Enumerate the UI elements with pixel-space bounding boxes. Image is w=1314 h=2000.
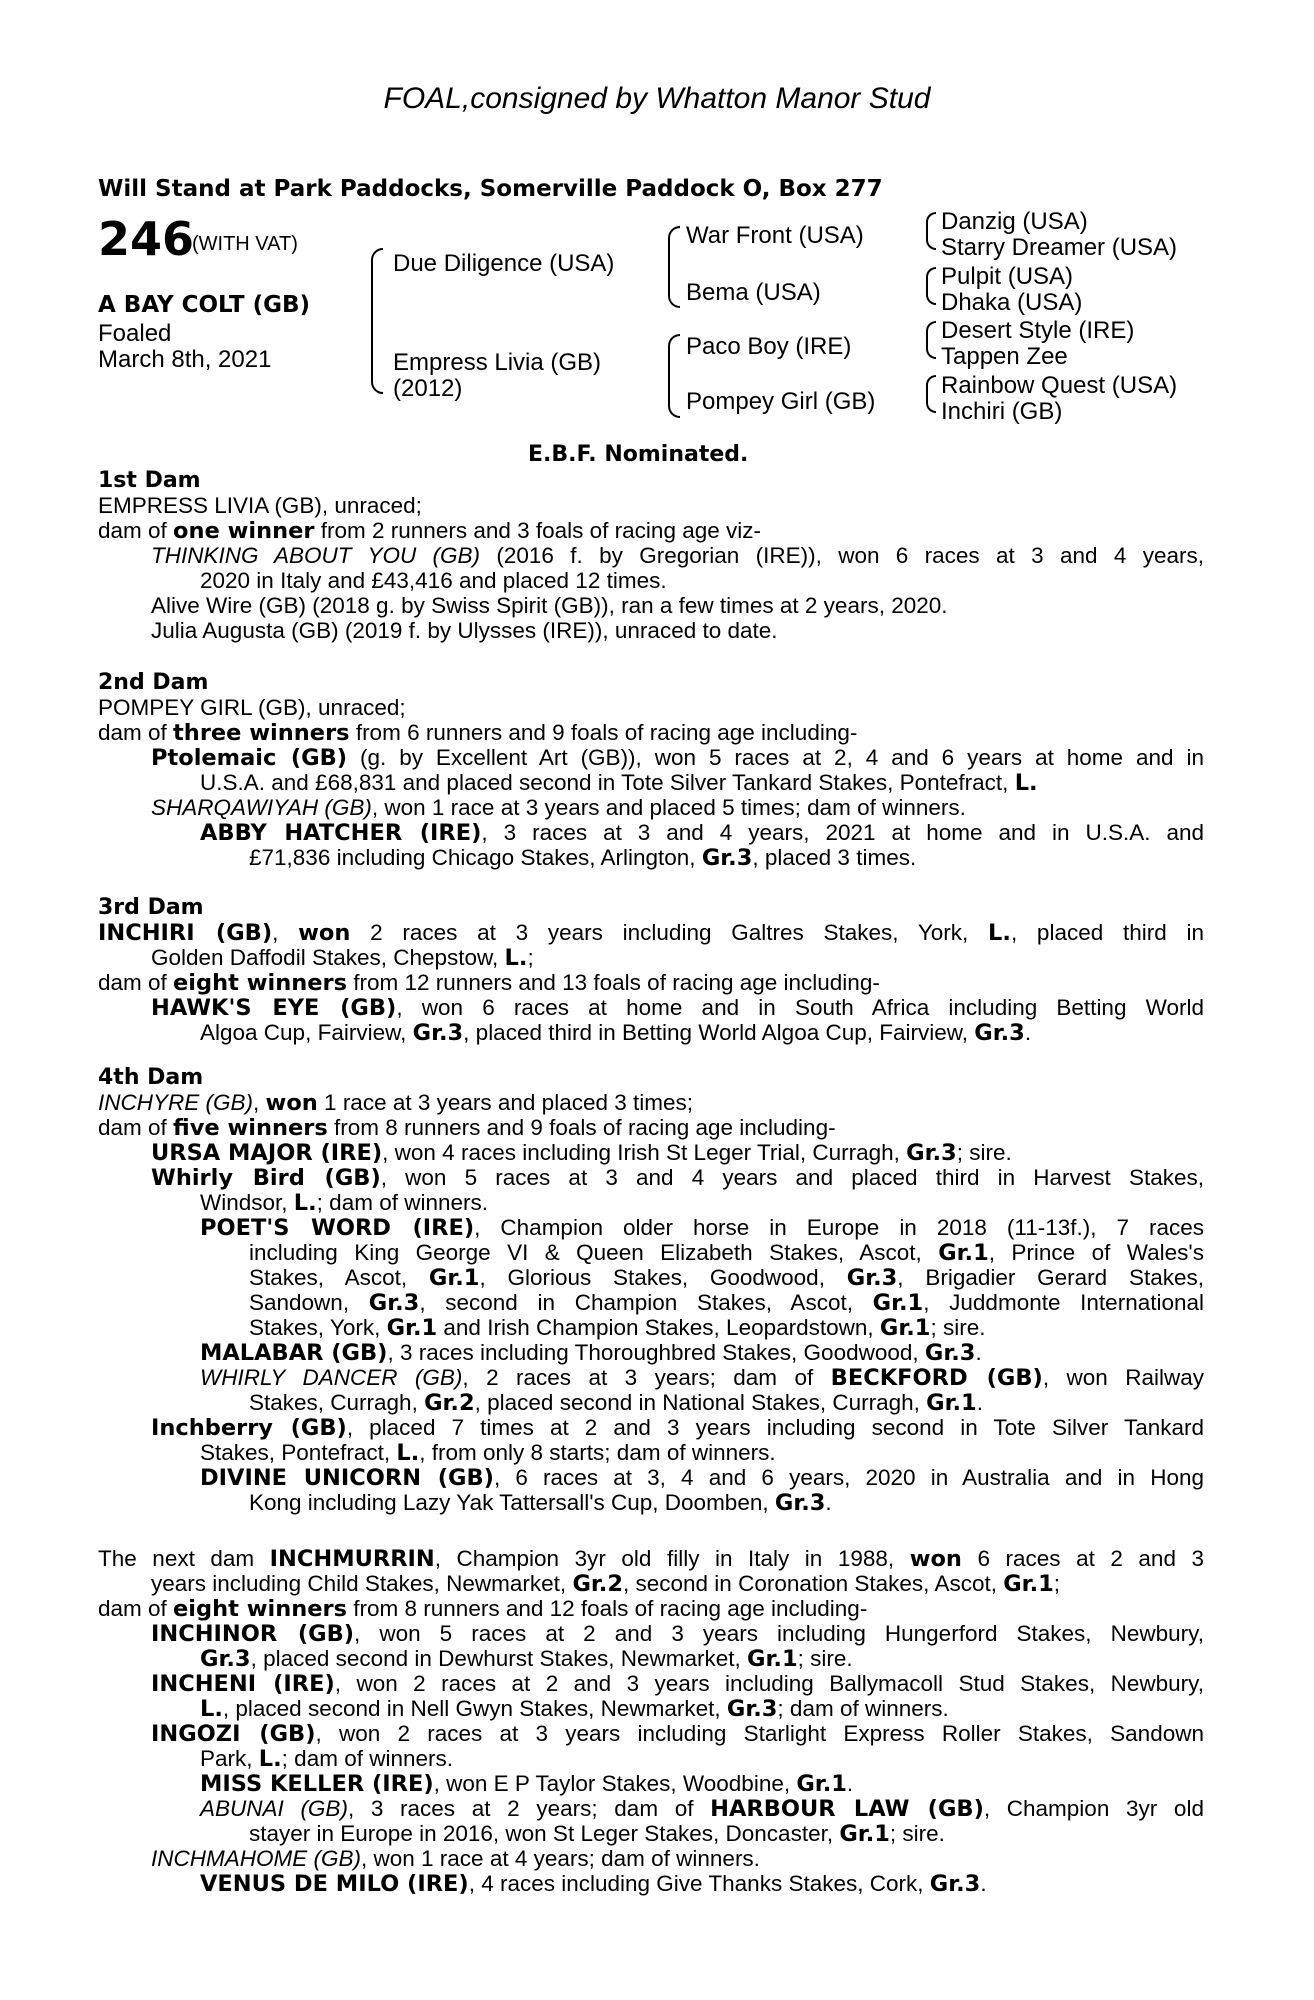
page-title: FOAL,consigned by Whatton Manor Stud <box>383 82 931 115</box>
dam1-foal-2: Alive Wire (GB) (2018 g. by Swiss Spirit (GB)), ran a few times at 2 years, 2020. <box>151 593 948 618</box>
dam2-produce-line: dam of three winners from 6 runners and 9 foals of racing age including- <box>98 720 858 746</box>
dam4-grandfoal-4-cont: Kong including Lazy Yak Tattersall's Cup, Doomben, Gr.3. <box>249 1490 832 1516</box>
next-foal-3: INGOZI (GB), won 2 races at 3 years including Starlight Express Roller Stakes, Sandown <box>151 1721 1204 1747</box>
pedigree-bracket-dam <box>668 334 680 418</box>
next-dam-line: The next dam INCHMURRIN, Champion 3yr old filly in Italy in 1988, won 6 races at 2 and 3 <box>98 1546 1204 1572</box>
dam1-foal-1: THINKING ABOUT YOU (GB) (2016 f. by Gregorian (IRE)), won 6 races at 3 and 4 years, <box>151 543 1204 568</box>
dam2-heading: 2nd Dam <box>98 670 209 695</box>
foaled-date: March 8th, 2021 <box>98 346 272 373</box>
next-foal-1-cont: Gr.3, placed second in Dewhurst Stakes, Newmarket, Gr.1; sire. <box>200 1646 853 1672</box>
dam4-line: INCHYRE (GB), won 1 race at 3 years and placed 3 times; <box>98 1090 694 1116</box>
pedigree-sdd: Dhaka (USA) <box>941 289 1083 316</box>
dam3-heading: 3rd Dam <box>98 895 204 920</box>
pedigree-dam-year: (2012) <box>393 375 463 402</box>
dam4-grandfoal-1-cont4: Stakes, York, Gr.1 and Irish Champion Stakes, Leopardstown, Gr.1; sire. <box>249 1315 986 1341</box>
dam4-grandfoal-4: DIVINE UNICORN (GB), 6 races at 3, 4 and 6 years, 2020 in Australia and in Hong <box>200 1465 1205 1491</box>
lot-description: A BAY COLT (GB) <box>98 292 311 318</box>
pedigree-dd: Pompey Girl (GB) <box>686 388 876 415</box>
dam4-grandfoal-3-cont: Stakes, Curragh, Gr.2, placed second in National Stakes, Curragh, Gr.1. <box>249 1390 983 1416</box>
dam1-produce-line: dam of one winner from 2 runners and 3 foals of racing age viz- <box>98 518 761 544</box>
dam3-line: INCHIRI (GB), won 2 races at 3 years including Galtres Stakes, York, L., placed third in <box>98 920 1204 946</box>
pedigree-bracket-ds <box>926 321 936 359</box>
dam1-line: EMPRESS LIVIA (GB), unraced; <box>98 493 422 518</box>
pedigree-ds: Paco Boy (IRE) <box>686 333 852 360</box>
vat-label: (WITH VAT) <box>192 233 298 255</box>
ebf-nominated: E.B.F. Nominated. <box>528 442 749 467</box>
pedigree-dsd: Tappen Zee <box>941 343 1068 370</box>
pedigree-bracket-gen1 <box>371 248 383 394</box>
dam4-foal-2: Whirly Bird (GB), won 5 races at 3 and 4 years and placed third in Harvest Stakes, <box>151 1165 1204 1191</box>
lot-number: 246 <box>98 212 195 266</box>
dam2-foal-2: SHARQAWIYAH (GB), won 1 race at 3 years and placed 5 times; dam of winners. <box>151 795 966 820</box>
dam3-produce-line: dam of eight winners from 12 runners and 13 foals of racing age including- <box>98 970 880 996</box>
pedigree-bracket-dd <box>926 375 936 413</box>
dam1-foal-3: Julia Augusta (GB) (2019 f. by Ulysses (IRE)), unraced to date. <box>151 618 778 643</box>
pedigree-dam: Empress Livia (GB) <box>393 349 602 376</box>
dam4-heading: 4th Dam <box>98 1065 204 1090</box>
dam4-foal-3-cont: Stakes, Pontefract, L., from only 8 starts; dam of winners. <box>200 1440 776 1466</box>
dam4-foal-1: URSA MAJOR (IRE), won 4 races including Irish St Leger Trial, Curragh, Gr.3; sire. <box>151 1140 1012 1166</box>
stand-location: Will Stand at Park Paddocks, Somerville Paddock O, Box 277 <box>98 176 883 202</box>
next-foal-1: INCHINOR (GB), won 5 races at 2 and 3 years including Hungerford Stakes, Newbury, <box>151 1621 1204 1647</box>
pedigree-bracket-sd <box>926 267 936 305</box>
dam3-line-cont: Golden Daffodil Stakes, Chepstow, L.; <box>151 945 534 971</box>
dam3-foal-1: HAWK'S EYE (GB), won 6 races at home and in South Africa including Betting World <box>151 995 1204 1021</box>
dam2-line: POMPEY GIRL (GB), unraced; <box>98 695 406 720</box>
pedigree-sd: Bema (USA) <box>686 279 821 306</box>
pedigree-ssd: Starry Dreamer (USA) <box>941 234 1178 261</box>
dam4-grandfoal-3: WHIRLY DANCER (GB), 2 races at 3 years; dam of BECKFORD (GB), won Railway <box>200 1365 1204 1391</box>
dam4-grandfoal-1-cont2: Stakes, Ascot, Gr.1, Glorious Stakes, Goodwood, Gr.3, Brigadier Gerard Stakes, <box>249 1265 1204 1291</box>
next-foal-4: INCHMAHOME (GB), won 1 race at 4 years; dam of winners. <box>151 1846 760 1871</box>
dam3-foal-1-cont: Algoa Cup, Fairview, Gr.3, placed third in Betting World Algoa Cup, Fairview, Gr.3. <box>200 1020 1032 1046</box>
dam4-foal-2-cont: Windsor, L.; dam of winners. <box>200 1190 488 1216</box>
next-grandfoal-1: MISS KELLER (IRE), won E P Taylor Stakes, Woodbine, Gr.1. <box>200 1771 854 1797</box>
dam2-grandfoal-1-cont: £71,836 including Chicago Stakes, Arlington, Gr.3, placed 3 times. <box>249 845 917 871</box>
dam4-grandfoal-2: MALABAR (GB), 3 races including Thoroughbred Stakes, Goodwood, Gr.3. <box>200 1340 982 1366</box>
next-grandfoal-3: VENUS DE MILO (IRE), 4 races including Give Thanks Stakes, Cork, Gr.3. <box>200 1871 987 1897</box>
pedigree-bracket-ss <box>926 212 936 250</box>
dam4-grandfoal-1-cont1: including King George VI & Queen Elizabeth Stakes, Ascot, Gr.1, Prince of Wales's <box>249 1240 1204 1266</box>
dam4-foal-3: Inchberry (GB), placed 7 times at 2 and 3 years including second in Tote Silver Tankard <box>151 1415 1205 1441</box>
pedigree-sss: Danzig (USA) <box>941 208 1088 235</box>
pedigree-sds: Pulpit (USA) <box>941 263 1074 290</box>
dam2-grandfoal-1: ABBY HATCHER (IRE), 3 races at 3 and 4 years, 2021 at home and in U.S.A. and <box>200 820 1204 846</box>
pedigree-ddd: Inchiri (GB) <box>941 398 1063 425</box>
next-grandfoal-2-cont: stayer in Europe in 2016, won St Leger Stakes, Doncaster, Gr.1; sire. <box>249 1821 945 1847</box>
next-foal-2: INCHENI (IRE), won 2 races at 2 and 3 years including Ballymacoll Stud Stakes, Newbury, <box>151 1671 1204 1697</box>
dam2-foal-1: Ptolemaic (GB) (g. by Excellent Art (GB)), won 5 races at 2, 4 and 6 years at home and in <box>151 745 1204 771</box>
pedigree-bracket-sire <box>668 226 680 308</box>
dam1-foal-1-cont: 2020 in Italy and £43,416 and placed 12 times. <box>200 568 667 593</box>
pedigree-dss: Desert Style (IRE) <box>941 317 1135 344</box>
next-dam-line-cont: years including Child Stakes, Newmarket, Gr.2, second in Coronation Stakes, Ascot, Gr.1; <box>151 1571 1061 1597</box>
dam4-grandfoal-1: POET'S WORD (IRE), Champion older horse in Europe in 2018 (11-13f.), 7 races <box>200 1215 1204 1241</box>
pedigree-ss: War Front (USA) <box>686 222 864 249</box>
next-foal-3-cont: Park, L.; dam of winners. <box>200 1746 453 1772</box>
dam1-heading: 1st Dam <box>98 468 201 493</box>
dam4-grandfoal-1-cont3: Sandown, Gr.3, second in Champion Stakes, Ascot, Gr.1, Juddmonte International <box>249 1290 1205 1316</box>
pedigree-dds: Rainbow Quest (USA) <box>941 372 1178 399</box>
dam2-foal-1-cont: U.S.A. and £68,831 and placed second in Tote Silver Tankard Stakes, Pontefract, L. <box>200 770 1038 796</box>
dam4-produce-line: dam of five winners from 8 runners and 9 foals of racing age including- <box>98 1115 836 1141</box>
next-grandfoal-2: ABUNAI (GB), 3 races at 2 years; dam of HARBOUR LAW (GB), Champion 3yr old <box>200 1796 1204 1822</box>
next-foal-2-cont: L., placed second in Nell Gwyn Stakes, Newmarket, Gr.3; dam of winners. <box>200 1696 949 1722</box>
foaled-label: Foaled <box>98 320 172 347</box>
next-dam-produce-line: dam of eight winners from 8 runners and 12 foals of racing age including- <box>98 1596 868 1622</box>
pedigree-sire: Due Diligence (USA) <box>393 250 615 277</box>
